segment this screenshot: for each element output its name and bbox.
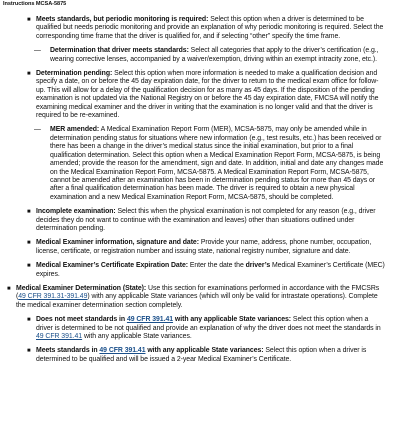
list-item bbox=[0, 239, 407, 256]
item-heading: Meets standards, but periodic monitoring is required: bbox=[36, 16, 209, 23]
item-text: A Medical Examination Report Form (MER), MCSA-5875, may only be amended while in determination pending status for situations where new information (e.g., test results, etc.) has been received or there has been a change in the driver’s medical status since the initial examination, but prior to a final qualification determination. Select this option when a Medical Examination Report Form, MCSA-5875, is being amended; provide the reason for the amendment, sign and date. In addition, initial and date any changes made on the Medical Examination Report Form, MCSA-5875. A Medical Examination Report Form, MCSA-5875, cannot be amended after an examination has been in determination pending status for more than 45 days or after a final qualification determination has been made. The driver is required to obtain a new physical examination and a new Medical Examination Report Form, MCSA-5875, should be completed. bbox=[50, 126, 384, 201]
item-heading: MER amended: bbox=[50, 126, 100, 134]
item-heading: Incomplete examination: bbox=[36, 208, 116, 216]
bullet-icon: ■ bbox=[27, 240, 31, 247]
bullet-icon: ■ bbox=[27, 263, 31, 270]
item-heading: Determination pending: bbox=[36, 70, 113, 78]
page-header: Instructions MCSA-5875 bbox=[3, 1, 67, 7]
list-item bbox=[0, 316, 407, 341]
item-text: Enter the date the bbox=[187, 262, 246, 270]
item-heading: Medical Examiner information, signature and date: bbox=[36, 239, 199, 247]
list-item bbox=[0, 262, 407, 279]
dash-icon: — bbox=[34, 47, 41, 55]
item-text-continued: with any applicable State variances. bbox=[82, 333, 192, 340]
bullet-icon: ■ bbox=[27, 348, 31, 355]
item-text: Select this option when a driver is determined to be qualified and will be issued a 2-year Medical Examiner’s Certificate. bbox=[36, 347, 367, 363]
item-emphasis: driver’s bbox=[245, 262, 271, 270]
list-item bbox=[0, 285, 407, 310]
bullet-icon: ■ bbox=[27, 71, 31, 78]
bullet-icon: ■ bbox=[7, 285, 11, 292]
item-heading-continued: with any applicable State variances: bbox=[173, 316, 292, 324]
list-item bbox=[0, 208, 407, 233]
item-heading: Medical Examiner Determination (State): bbox=[16, 284, 147, 292]
list-item bbox=[0, 70, 407, 120]
cfr-link[interactable]: 49 CFR 391.41 bbox=[36, 333, 83, 340]
item-heading-continued: with any applicable State variances: bbox=[145, 347, 264, 355]
sub-list-item bbox=[0, 47, 407, 64]
item-heading: Determination that driver meets standards: bbox=[50, 47, 189, 55]
bullet-icon: ■ bbox=[27, 317, 31, 324]
item-text: Select this option when a driver is determined to be qualified but needs periodic monitoring and provide an explanation of why periodic monitoring is required. Select the corresponding time frame that the driver is qualified for, and if selecting “other” specify the time frame. bbox=[36, 16, 384, 40]
dash-icon: — bbox=[34, 126, 41, 134]
bullet-icon: ■ bbox=[27, 17, 31, 23]
sub-list-item bbox=[0, 126, 407, 202]
item-text-continued: Medical Examiner’s Certificate (MEC) expires. bbox=[36, 262, 385, 278]
item-text: Use this section for examinations performed in accordance with the FMCSRs ( bbox=[16, 284, 380, 301]
item-text: Select all categories that apply to the driver’s certification (e.g., wearing corrective lenses, accompanied by a waiver/exemption, driving within an exempt intracity zone, etc.). bbox=[50, 47, 379, 63]
item-text: Select this option when more information is needed to make a qualification decision and specify a date, on or before the 45 day expiration date, for the driver to return to the medical exam office for follow-up. This will allow for a delay of the qualification decision for as many as 45 days. If the disposition of the pending examination is not updated via the National Registry on or before the 45 day expiration date, FMCSA will notify the examining medical examiner and the driver in writing that the examination is no longer valid and that the driver is required to be re-examined. bbox=[36, 70, 379, 120]
list-item bbox=[0, 16, 407, 41]
item-text: Select this option when a driver is determined to be not qualified and provide an explanation of why the driver does not meet the standards in bbox=[36, 316, 381, 332]
cfr-link[interactable]: 49 CFR 391.41 bbox=[126, 316, 174, 324]
item-heading: Medical Examiner’s Certificate Expiration Date: bbox=[36, 262, 188, 270]
list-item bbox=[0, 347, 407, 364]
item-text: Select this when the physical examination is not completed for any reason (e.g., driver decides they do not want to continue with the examination and leaves) other than situations outlined under determination pending. bbox=[36, 208, 376, 232]
cfr-link[interactable]: 49 CFR 391.31-391.49 bbox=[18, 293, 88, 301]
item-heading: Meets standards in bbox=[36, 347, 100, 355]
item-text: Provide your name, address, phone number, occupation, license, certificate, or registration number and issuing state, national registry number, signature and date. bbox=[36, 239, 372, 255]
item-heading: Does not meet standards in bbox=[36, 316, 127, 324]
cfr-link[interactable]: 49 CFR 391.41 bbox=[99, 347, 146, 355]
bullet-icon: ■ bbox=[27, 209, 31, 216]
item-text-continued: ) with any applicable State variances (which will only be valid for intrastate operations). Complete the medical examiner determination section completely. bbox=[16, 293, 378, 309]
instructions-body bbox=[0, 10, 407, 364]
